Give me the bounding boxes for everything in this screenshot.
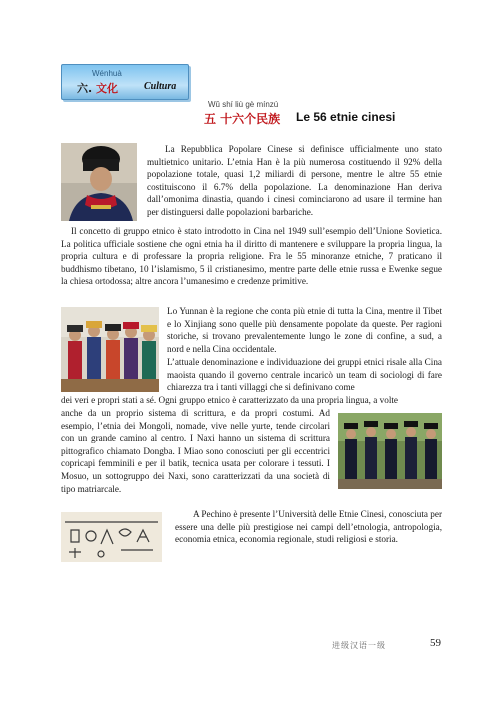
dongba-writing-image [61,512,162,562]
banner-chinese-title: 文化 [96,82,119,95]
section-banner [61,64,189,100]
paragraph-denomination-b: dei veri e propri stati a sé. Ogni gruppo etnico è caratterizzato da una propria lingua, a volte [61,395,398,405]
page-number: 59 [430,637,441,649]
banner-chinese [77,80,118,96]
banner-italian: Cultura [144,81,177,92]
lesson-italian-title: Le 56 etnie cinesi [296,110,396,124]
paragraph-yunnan: Lo Yunnan è la regione che conta più etnie di tutta la Cina, mentre il Tibet e lo Xinjiang sono quelle più densamente popolate da queste. Per ragioni storiche, si trovano prevalentemente lungo le zone di confine, a sud, a nord e nella Cina occidentale. [167,306,442,354]
paragraph-university: A Pechino è presente l’Università delle Etnie Cinesi, conosciuta per essere una delle più prestigiose nei campi dell’etnologia, antropologia, economia etnica, economia regionale, studi religiosi e storia. [175,509,443,545]
paragraph-ethnic-concept: Il concetto di gruppo etnico è stato introdotto in Cina nel 1949 sull’esempio dell’Unione Sovietica. La politica ufficiale sostiene che ogni etnia ha il diritto di mantenere e sviluppare la propria lingua, la propria cultura e di professare la propria religione. Fra le 55 minoranze etniche, 7 praticano il buddhismo tibetano, 10 l’islamismo, 5 il cristianesimo, mentre parte delle etnie russa e Ewenke segue la chiesa ortodossa; altre ancora l’umanesimo e credenze primitive. [61,226,442,287]
paragraph-denomination-c: anche da un proprio sistema di scrittura, e da propri costumi. Ad esempio, l’etnia dei Mongoli, nomade, vive nelle yurte, tende circolari con un grande camino al centro. I Naxi hanno un sistema di scrittura pittografico chiamato Dongba. I Miao sono conosciuti per gli eccentrici copricapi femminili e per il batik, tecnica usata per colorare i tessuti. I Mosuo, un sottogruppo dei Naxi, sono caratterizzati da una società di tipo matriarcale. [61,408,330,494]
costume-photo [338,413,442,489]
footer-book-title: 进级汉语一级 [332,641,386,650]
lesson-pinyin: Wǔ shí liù gè mínzú [208,100,279,109]
group-photo [61,307,159,392]
banner-number: 六. [77,82,93,95]
paragraph-intro: La Repubblica Popolare Cinese si definisce ufficialmente uno stato multietnico unitario. L’etnia Han è la più numerosa costituendo il 92% della popolazione totale, quasi 1,2 miliardi di persone, mentre le altre 55 etnie costituiscono il 6.7% della popolazione. La denominazione Han deriva dall’omonima dinastia, quando i cinesi cominciarono ad usare il termine han per distinguersi dalle popolazioni barbariche. [147,144,442,217]
lesson-chinese-title: 五 十六个民族 [204,112,281,126]
banner-pinyin: Wénhuà [92,69,122,78]
portrait-photo [61,143,137,221]
paragraph-denomination-a: L’attuale denominazione e individuazione dei gruppi etnici risale alla Cina maoista quando il governo centrale incaricò un team di sociologi di fare chiarezza tra i tanti villaggi che si definivano come [167,357,442,393]
